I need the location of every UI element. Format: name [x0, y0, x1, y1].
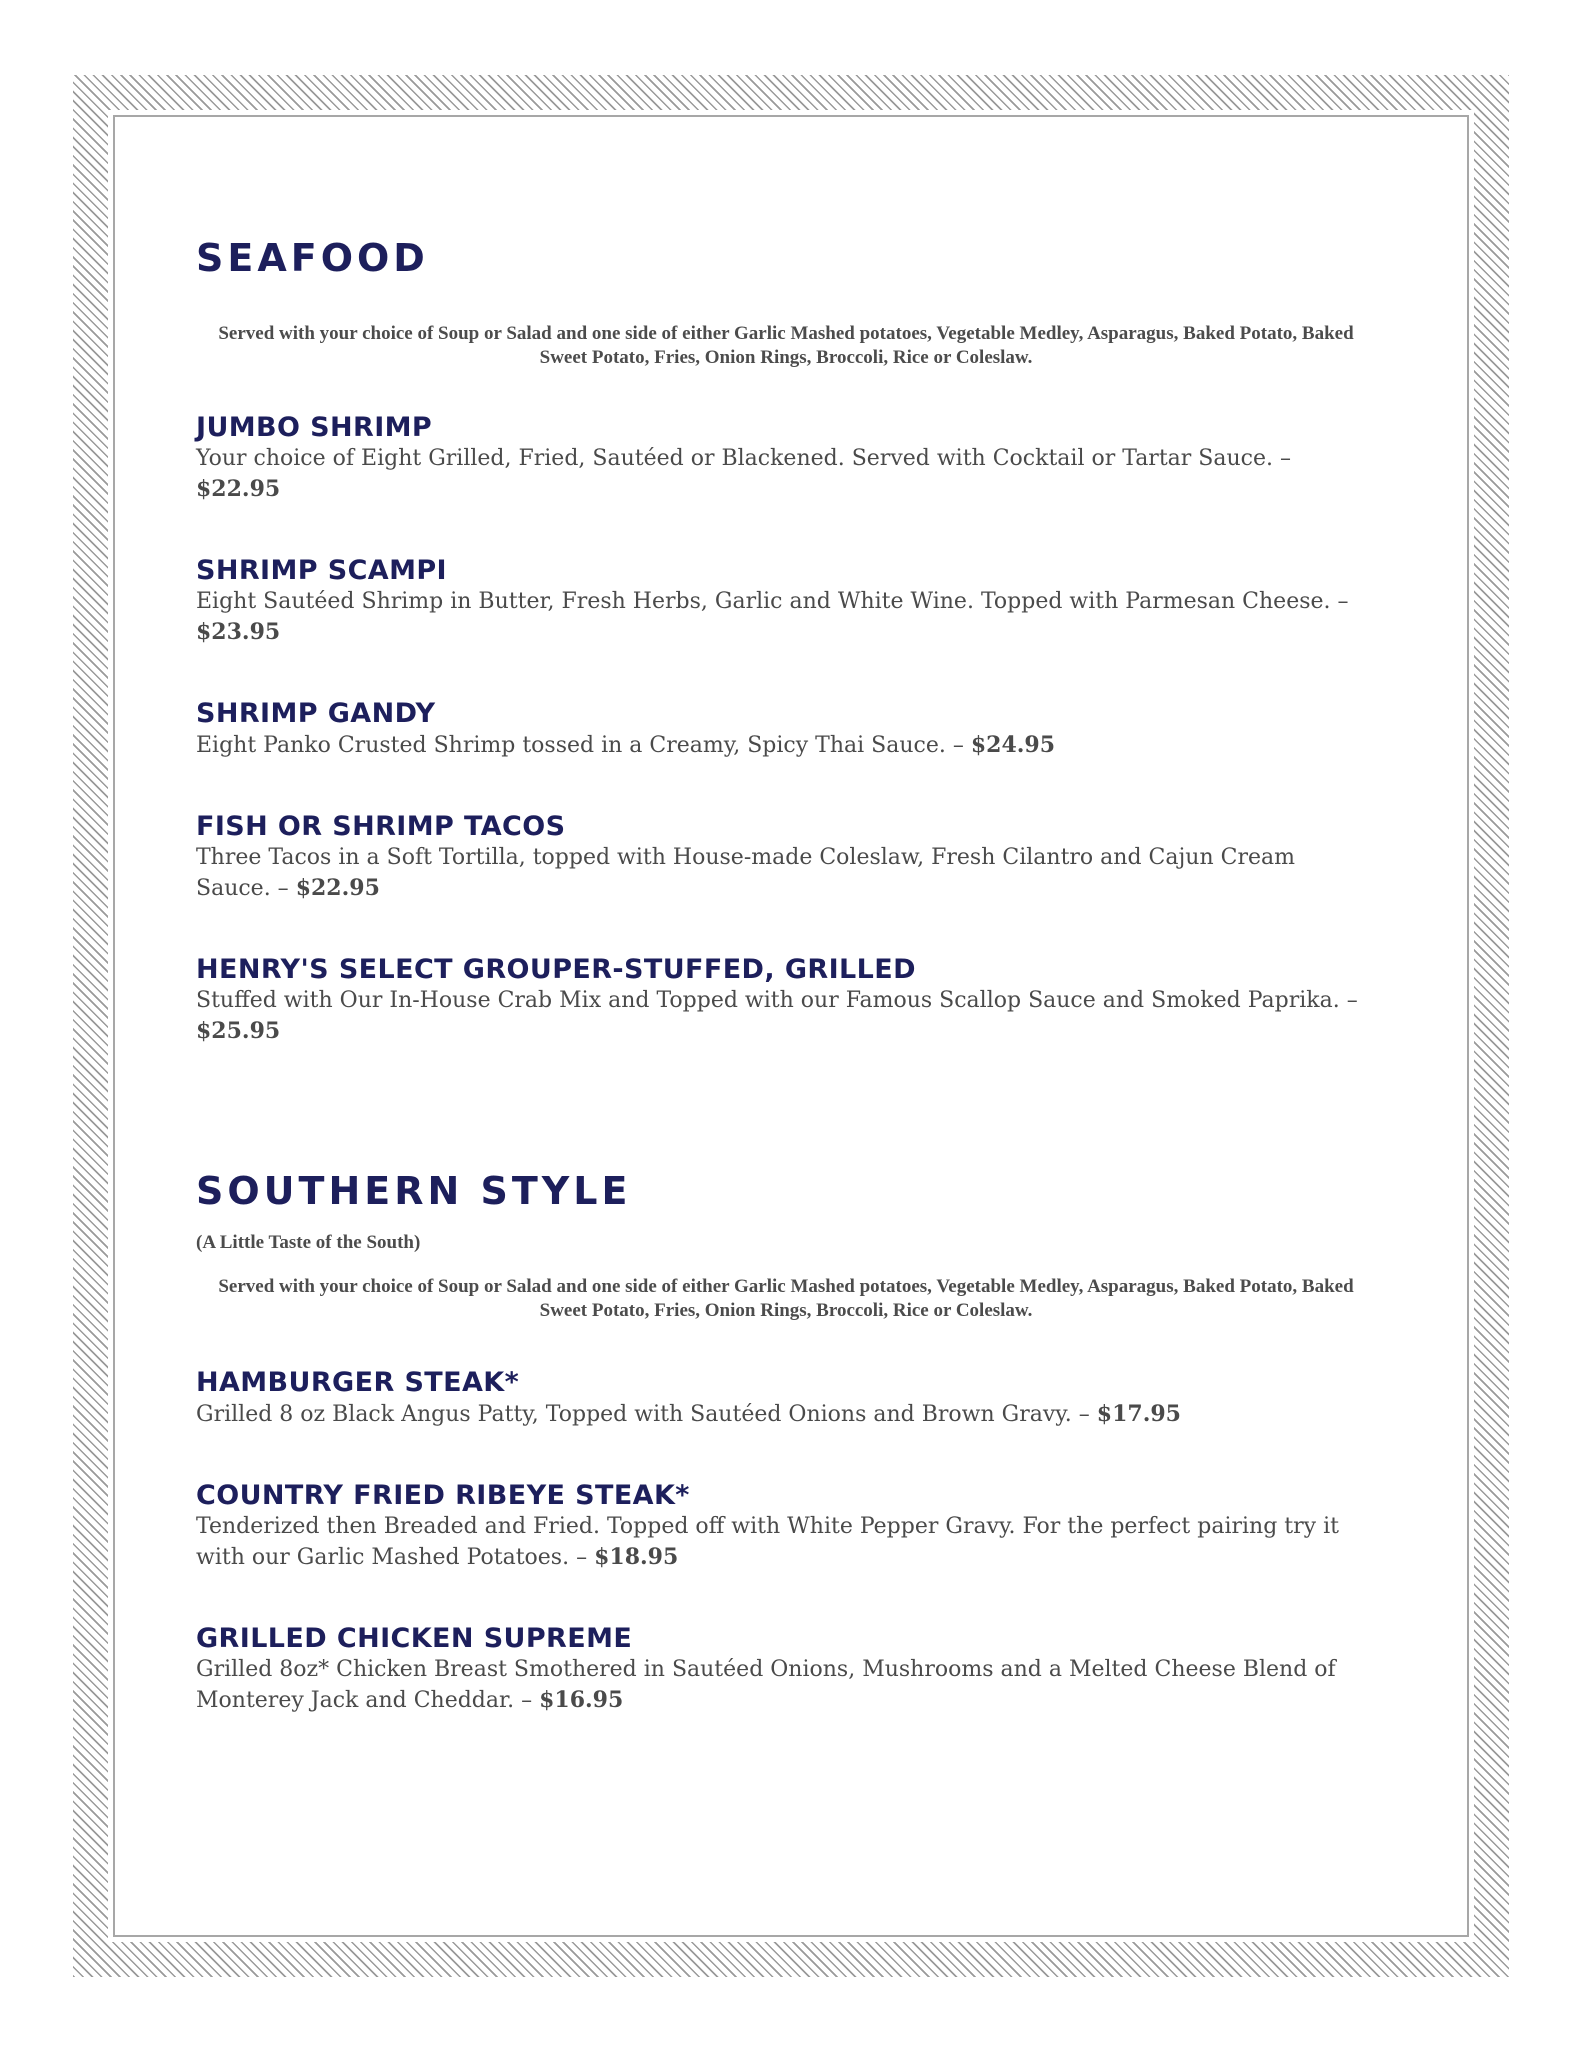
menu-item-country-fried-ribeye [196, 1480, 1376, 1573]
item-description [196, 587, 1376, 648]
item-name: GRILLED CHICKEN SUPREME [196, 1623, 633, 1654]
menu-item-grilled-chicken-supreme [196, 1623, 1376, 1716]
section-title-southern-style: SOUTHERN STYLE [196, 1169, 632, 1213]
item-description-text: Grilled 8oz* Chicken Breast Smothered in Sautéed Onions, Mushrooms and a Melted Cheese Blend of Monterey Jack and Cheddar. – [196, 1657, 1336, 1713]
item-price: $17.95 [1096, 1401, 1181, 1427]
item-description [196, 730, 1376, 761]
menu-item-shrimp-scampi [196, 555, 1376, 648]
item-price: $23.95 [196, 619, 281, 645]
item-name: COUNTRY FRIED RIBEYE STEAK* [196, 1480, 690, 1511]
item-description-text: Your choice of Eight Grilled, Fried, Sautéed or Blackened. Served with Cocktail or Tartar Sauce. – [196, 446, 1291, 471]
item-description [196, 1512, 1376, 1573]
item-price: $18.95 [594, 1544, 679, 1570]
item-description [196, 1655, 1376, 1716]
menu-item-jumbo-shrimp [196, 412, 1376, 505]
section-title-seafood: SEAFOOD [196, 236, 429, 280]
item-description-text: Eight Sautéed Shrimp in Butter, Fresh Herbs, Garlic and White Wine. Topped with Parmesan Cheese. – [196, 589, 1349, 614]
item-price: $16.95 [539, 1687, 624, 1713]
item-name: HAMBURGER STEAK* [196, 1367, 520, 1398]
item-description [196, 1399, 1376, 1430]
item-description [196, 444, 1376, 505]
item-description-text: Tenderized then Breaded and Fried. Topped off with White Pepper Gravy. For the perfect pairing try it with our Garlic Mashed Potatoes. – [196, 1514, 1339, 1570]
item-price: $22.95 [196, 476, 281, 502]
menu-item-shrimp-gandy [196, 698, 1376, 761]
section-note-southern-style: Served with your choice of Soup or Salad and one side of either Garlic Mashed potatoes, Vegetable Medley, Asparagus, Baked Potato, Baked Sweet Potato, Fries, Onion Rings, Broccoli, Rice or Coleslaw. [218, 1276, 1354, 1321]
southern-style-items [196, 1367, 1376, 1716]
section-note-seafood: Served with your choice of Soup or Salad and one side of either Garlic Mashed potatoes, Vegetable Medley, Asparagus, Baked Potato, Baked Sweet Potato, Fries, Onion Rings, Broccoli, Rice or Coleslaw. [218, 323, 1354, 368]
item-description-text: Grilled 8 oz Black Angus Patty, Topped with Sautéed Onions and Brown Gravy. – [196, 1402, 1090, 1427]
item-name: SHRIMP SCAMPI [196, 555, 447, 586]
item-name: FISH OR SHRIMP TACOS [196, 811, 566, 842]
item-description [196, 986, 1376, 1047]
item-price: $25.95 [196, 1018, 281, 1044]
item-name: JUMBO SHRIMP [196, 412, 433, 443]
item-description [196, 843, 1376, 904]
seafood-section [196, 228, 1376, 1047]
item-description-text: Three Tacos in a Soft Tortilla, topped with House-made Coleslaw, Fresh Cilantro and Cajun Cream Sauce. – [196, 845, 1295, 901]
item-description-text: Stuffed with Our In-House Crab Mix and Topped with our Famous Scallop Sauce and Smoked Paprika. – [196, 988, 1358, 1013]
item-price: $24.95 [970, 732, 1056, 758]
southern-style-section [196, 1161, 1376, 1716]
menu-item-fish-or-shrimp-tacos [196, 811, 1376, 904]
section-subtitle-southern-style: (A Little Taste of the South) [196, 1232, 421, 1253]
item-name: SHRIMP GANDY [196, 698, 436, 729]
item-price: $22.95 [295, 875, 380, 901]
seafood-items [196, 412, 1376, 1047]
menu-item-hamburger-steak [196, 1367, 1376, 1430]
menu-content [196, 228, 1376, 1716]
item-description-text: Eight Panko Crusted Shrimp tossed in a Creamy, Spicy Thai Sauce. – [196, 733, 964, 758]
menu-item-henrys-select-grouper [196, 954, 1376, 1047]
item-name: HENRY'S SELECT GROUPER-STUFFED, GRILLED [196, 954, 916, 985]
